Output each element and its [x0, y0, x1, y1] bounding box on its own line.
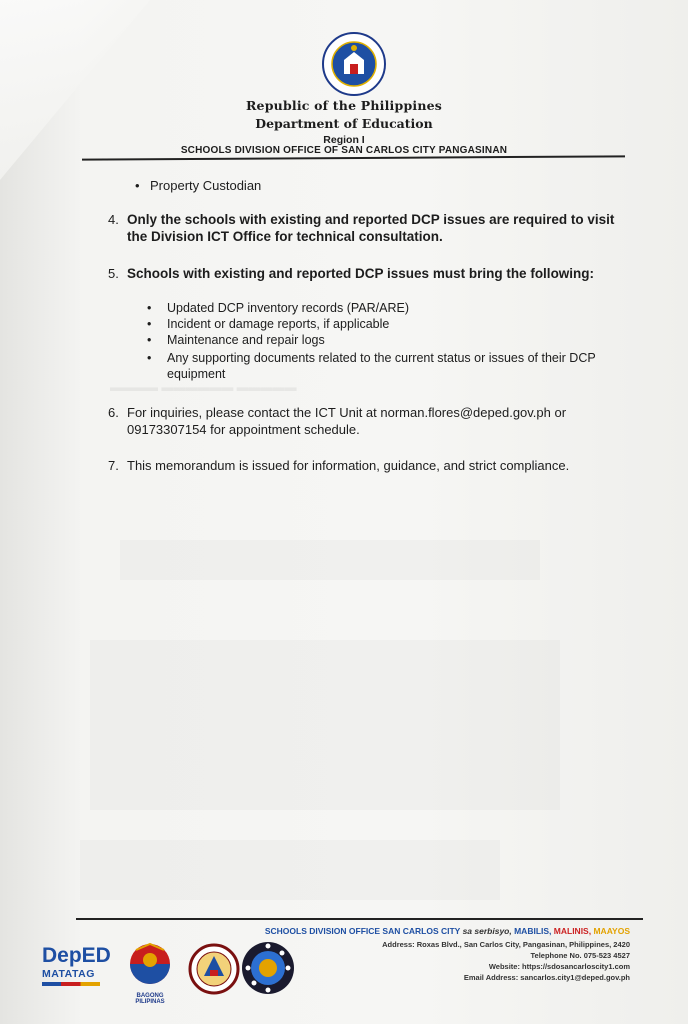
- sub-item-text: Maintenance and repair logs: [167, 333, 325, 347]
- item-text: Only the schools with existing and reported DCP issues are required to visit the Division ICT Office for technical consultation.: [127, 212, 615, 244]
- bullet-text: Property Custodian: [150, 178, 262, 193]
- matatag-stripe: [42, 982, 100, 986]
- sub-item: [147, 332, 627, 348]
- document-page: ▬▬▬▬ ▬▬▬▬▬▬ ▬▬▬▬▬ Republic of the Philippines Department of Education Region I SCHOOLS DIVISION OFFICE OF SAN CARLOS CITY PANGASINAN • Property Custodian 4. Only the schools with existing and reported DCP issues are required to visit the Division ICT Office for technical consultation. 5. Schools with existing and reported DCP issues must bring the following: • Updated DCP inventory records (PAR/ARE) • Incident or damage reports, if applicable • Maintenance and repair logs • Any supporting documents related to the current status or issues of their DCP equipment 6. For inquiries, please contact the ICT Unit at norman.flores@deped.gov.ph or 09173307154 for appointment schedule. 7. This memorandum is issued for information, guidance, and strict compliance. SCHOOLS DIVISION OFFICE SAN CARLOS CITY sa serbisyo, MABILIS, MALINIS, MAAYOS Address: Roxas Blvd., San Carlos City, Pangasinan, Philippines, 2420 Telephone No. 075-523 4527 Website: https://sdosancarloscity1.com Email Address: sancarlos.city1@deped.gov.ph DepED MATATAG BAGONG PILIPINAS: [0, 0, 688, 1024]
- footer-motto-word: MAAYOS: [593, 926, 630, 936]
- bagong-pilipinas-icon: [122, 940, 178, 988]
- footer-office-name: SCHOOLS DIVISION OFFICE SAN CARLOS CITY: [264, 926, 461, 936]
- header-region: Region I: [323, 134, 365, 146]
- item-number: 7.: [108, 458, 119, 473]
- item-number: 6.: [108, 405, 119, 420]
- bullet-dot-icon: •: [135, 178, 140, 193]
- item-text: This memorandum is issued for information, guidance, and strict compliance.: [127, 458, 570, 473]
- deped-logo-text: DepED: [42, 944, 111, 967]
- bagong-pilipinas-logo: [122, 940, 178, 1005]
- sub-item: [147, 316, 627, 332]
- footer-email[interactable]: Email Address: sancarlos.city1@deped.gov.ph: [463, 973, 630, 982]
- sub-item-text: Any supporting documents related to the current status or issues of their DCP equipment: [167, 351, 596, 381]
- footer-website[interactable]: Website: https://sdosancarloscity1.com: [488, 962, 630, 971]
- division-seal-icon: [188, 940, 240, 998]
- item-number: 4.: [108, 212, 119, 227]
- footer-motto-prefix: sa serbisyo,: [462, 926, 512, 936]
- footer-office-title: [265, 926, 630, 936]
- deped-matatag-logo: [42, 944, 114, 998]
- bullet-dot-icon: •: [147, 333, 152, 347]
- sub-item: [147, 350, 627, 382]
- bullet-property-custodian: [135, 178, 262, 193]
- bagong-pilipinas-text: BAGONG PILIPINAS: [135, 993, 165, 1005]
- footer-address: Address: Roxas Blvd., San Carlos City, Pangasinan, Philippines, 2420: [382, 940, 630, 949]
- header-divider: [82, 155, 625, 160]
- footer-divider: [76, 918, 643, 920]
- footer-motto-word: MABILIS,: [514, 926, 552, 936]
- header-division-office: SCHOOLS DIVISION OFFICE OF SAN CARLOS CITY PANGASINAN: [180, 145, 508, 156]
- ict-unit-logo-icon: [240, 938, 296, 998]
- sub-item-text: Incident or damage reports, if applicable: [167, 317, 390, 331]
- header-republic: Republic of the Philippines: [245, 98, 443, 113]
- item-text: For inquiries, please contact the ICT Unit at norman.flores@deped.gov.ph or 09173307154 for appointment schedule.: [127, 405, 567, 437]
- bullet-dot-icon: •: [147, 351, 152, 365]
- sub-item-text: Updated DCP inventory records (PAR/ARE): [167, 301, 409, 315]
- footer-telephone: Telephone No. 075-523 4527: [530, 951, 630, 960]
- matatag-logo-text: MATATAG: [42, 968, 95, 980]
- item-number: 5.: [108, 266, 119, 281]
- bullet-dot-icon: •: [147, 317, 152, 331]
- bullet-dot-icon: •: [147, 301, 152, 315]
- deped-seal-icon: [322, 32, 386, 96]
- item-text: Schools with existing and reported DCP issues must bring the following:: [127, 266, 595, 281]
- footer-motto-word: MALINIS,: [553, 926, 592, 936]
- header-department: Department of Education: [255, 116, 433, 131]
- sub-item: [147, 300, 627, 316]
